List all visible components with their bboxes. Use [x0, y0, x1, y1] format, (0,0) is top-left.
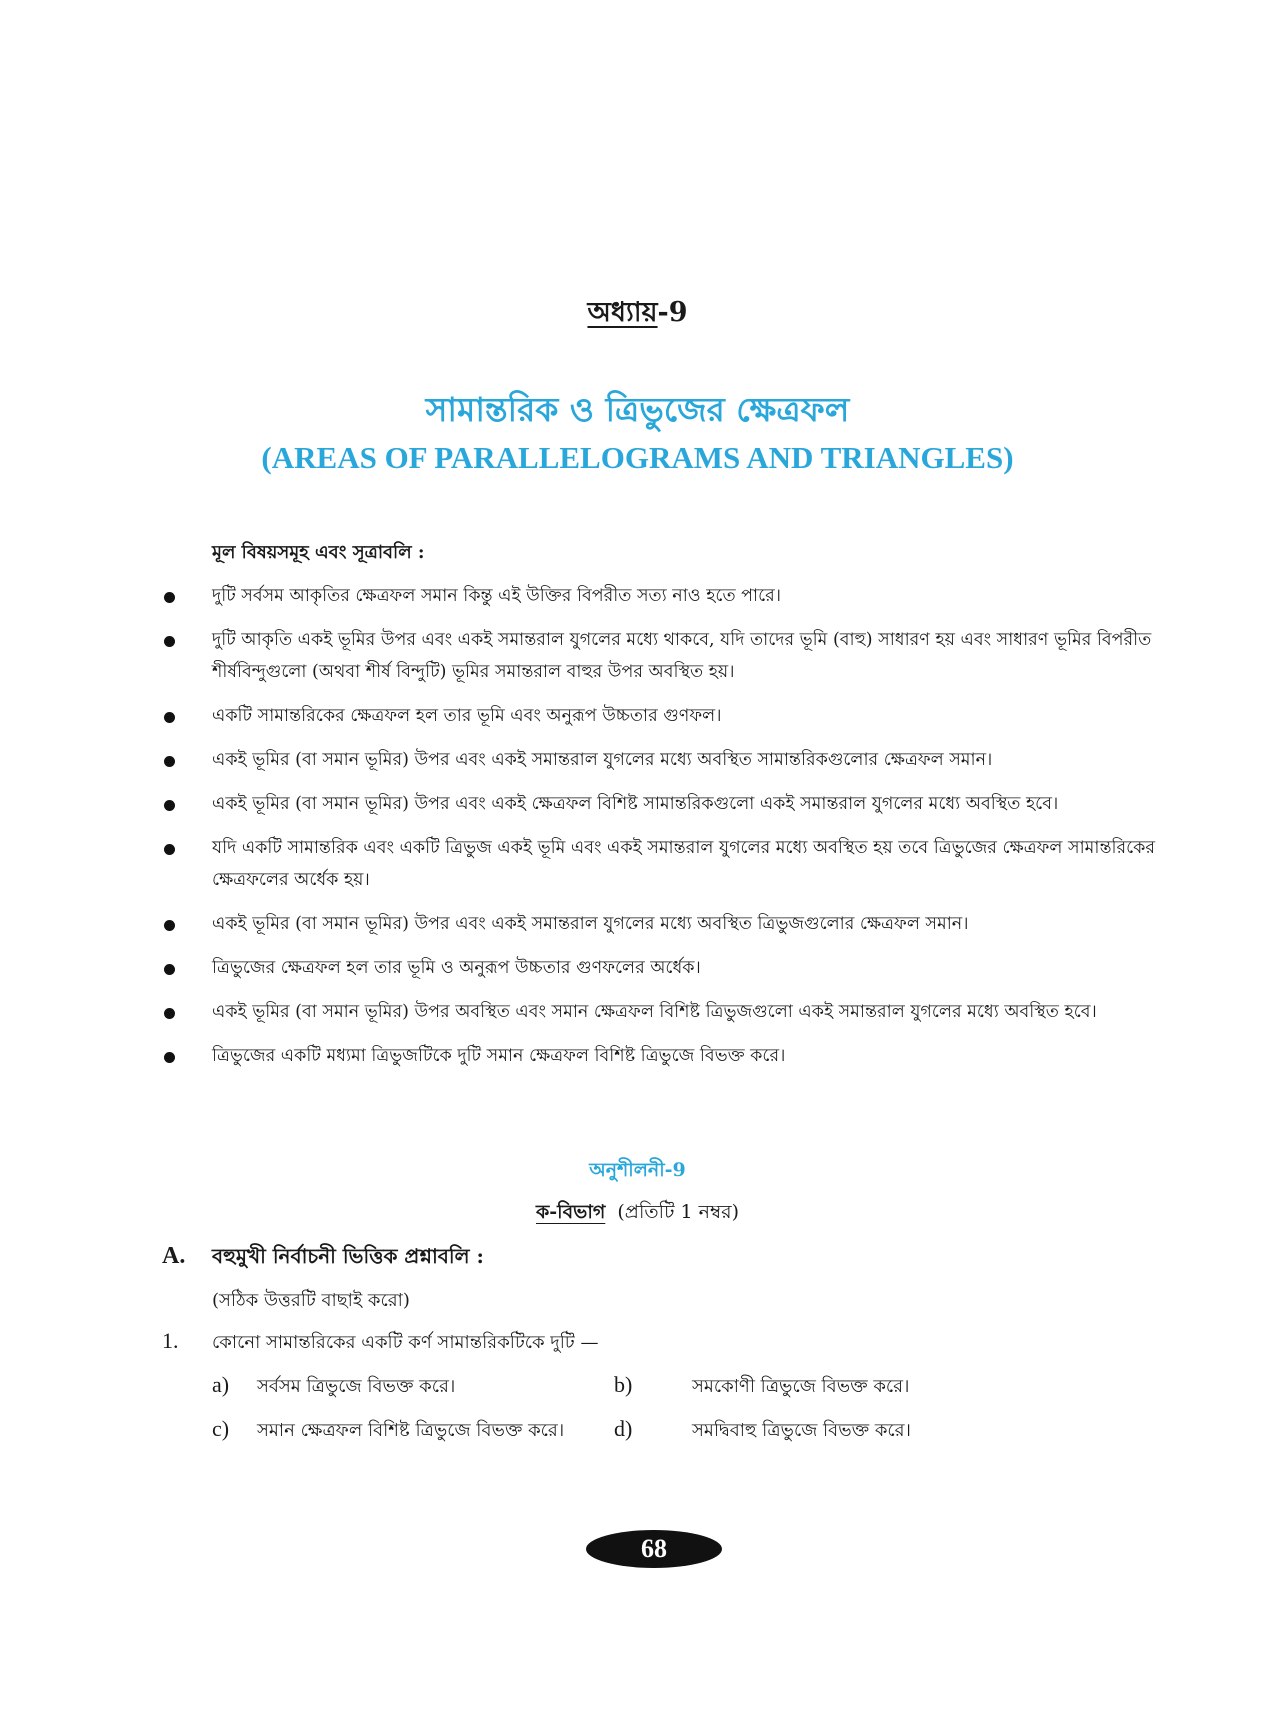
key-point-item — [160, 908, 1160, 940]
key-point-item — [160, 624, 1160, 688]
key-point-item — [160, 832, 1160, 896]
key-point-item — [160, 952, 1160, 984]
question-text: কোনো সামান্তরিকের একটি কর্ণ সামান্তরিকটিকে দুটি — — [212, 1332, 599, 1353]
mcq-letter: A. — [162, 1243, 186, 1269]
bullet-icon — [164, 844, 175, 855]
option-key: a) — [212, 1372, 230, 1397]
key-point-text: একটি সামান্তরিকের ক্ষেত্রফল হল তার ভূমি এবং অনুরূপ উচ্চতার গুণফল। — [212, 706, 722, 726]
chapter-title-bengali: সামান্তরিক ও ত্রিভুজের ক্ষেত্রফল — [425, 390, 850, 429]
key-point-item — [160, 580, 1160, 612]
key-point-text: দুটি আকৃতি একই ভূমির উপর এবং একই সমান্তরাল যুগলের মধ্যে থাকবে, যদি তাদের ভূমি (বাহু) সাধারণ হয় এবং সাধারণ ভূমির বিপরীত শীর্ষবিন্দুগুলো (অথবা শীর্ষ বিন্দুটি) ভূমির সমান্তরাল বাহুর উপর অবস্থিত হয়। — [212, 630, 1152, 682]
section-heading — [0, 1198, 1275, 1230]
key-point-item — [160, 788, 1160, 820]
bullet-icon — [164, 712, 175, 723]
key-points-heading: মূল বিষয়সমূহ এবং সূত্রাবলি : — [212, 542, 425, 563]
bullet-icon — [164, 920, 175, 931]
key-point-text: ত্রিভুজের একটি মধ্যমা ত্রিভুজটিকে দুটি সমান ক্ষেত্রফল বিশিষ্ট ত্রিভুজে বিভক্ত করে। — [212, 1046, 786, 1066]
key-point-item — [160, 1040, 1160, 1072]
bullet-icon — [164, 964, 175, 975]
mcq-instruction: (সঠিক উত্তরটি বাছাই করো) — [212, 1290, 410, 1311]
key-point-item — [160, 700, 1160, 732]
page-number-badge: 68 — [586, 1530, 722, 1568]
key-point-text: একই ভূমির (বা সমান ভূমির) উপর এবং একই সমান্তরাল যুগলের মধ্যে অবস্থিত ত্রিভুজগুলোর ক্ষেত্রফল সমান। — [212, 914, 969, 934]
chapter-title-english: (AREAS OF PARALLELOGRAMS AND TRIANGLES) — [261, 440, 1014, 475]
key-point-text: ত্রিভুজের ক্ষেত্রফল হল তার ভূমি ও অনুরূপ উচ্চতার গুণফলের অর্ধেক। — [212, 958, 701, 978]
option-d — [614, 1416, 911, 1447]
option-a — [212, 1372, 455, 1403]
chapter-label — [0, 292, 1275, 337]
bullet-icon — [164, 1052, 175, 1063]
key-point-text: দুটি সর্বসম আকৃতির ক্ষেত্রফল সমান কিন্তু এই উক্তির বিপরীত সত্য নাও হতে পারে। — [212, 586, 782, 606]
section-note: (প্রতিটি 1 নম্বর) — [617, 1201, 740, 1223]
option-text: সমদ্বিবাহু ত্রিভুজে বিভক্ত করে। — [692, 1420, 911, 1441]
bullet-icon — [164, 592, 175, 603]
bullet-icon — [164, 1008, 175, 1019]
chapter-number: -9 — [657, 297, 688, 328]
bullet-icon — [164, 800, 175, 811]
bullet-icon — [164, 636, 175, 647]
option-text: সমকোণী ত্রিভুজে বিভক্ত করে। — [692, 1376, 910, 1397]
chapter-word: অধ্যায় — [587, 297, 658, 328]
option-key: c) — [212, 1416, 230, 1441]
exercise-title: অনুশীলনী-9 — [589, 1159, 686, 1181]
key-point-item — [160, 996, 1160, 1028]
option-text: সর্বসম ত্রিভুজে বিভক্ত করে। — [257, 1376, 456, 1397]
mcq-heading — [162, 1242, 484, 1275]
question-1 — [162, 1328, 598, 1359]
mcq-heading-text: বহুমুখী নির্বাচনী ভিত্তিক প্রশ্নাবলি : — [212, 1244, 484, 1268]
key-point-text: একই ভূমির (বা সমান ভূমির) উপর এবং একই ক্ষেত্রফল বিশিষ্ট সামান্তরিকগুলো একই সমান্তরাল যুগলের মধ্যে অবস্থিত হবে। — [212, 794, 1059, 814]
key-point-text: যদি একটি সামান্তরিক এবং একটি ত্রিভুজ একই ভূমি এবং একই সমান্তরাল যুগলের মধ্যে অবস্থিত হয় তবে ত্রিভুজের ক্ষেত্রফল সামান্তরিকের ক্ষেত্রফলের অর্ধেক হয়। — [212, 838, 1156, 890]
section-label: ক-বিভাগ — [535, 1201, 606, 1223]
option-key: b) — [614, 1372, 633, 1397]
key-point-text: একই ভূমির (বা সমান ভূমির) উপর এবং একই সমান্তরাল যুগলের মধ্যে অবস্থিত সামান্তরিকগুলোর ক্ষেত্রফল সমান। — [212, 750, 993, 770]
option-b — [614, 1372, 909, 1403]
option-text: সমান ক্ষেত্রফল বিশিষ্ট ত্রিভুজে বিভক্ত করে। — [257, 1420, 565, 1441]
key-points-list — [160, 580, 1160, 1084]
key-point-item — [160, 744, 1160, 776]
bullet-icon — [164, 756, 175, 767]
option-c — [212, 1416, 564, 1447]
key-point-text: একই ভূমির (বা সমান ভূমির) উপর অবস্থিত এবং সমান ক্ষেত্রফল বিশিষ্ট ত্রিভুজগুলো একই সমান্তরাল যুগলের মধ্যে অবস্থিত হবে। — [212, 1002, 1097, 1022]
option-key: d) — [614, 1416, 633, 1441]
question-number: 1. — [162, 1328, 179, 1353]
